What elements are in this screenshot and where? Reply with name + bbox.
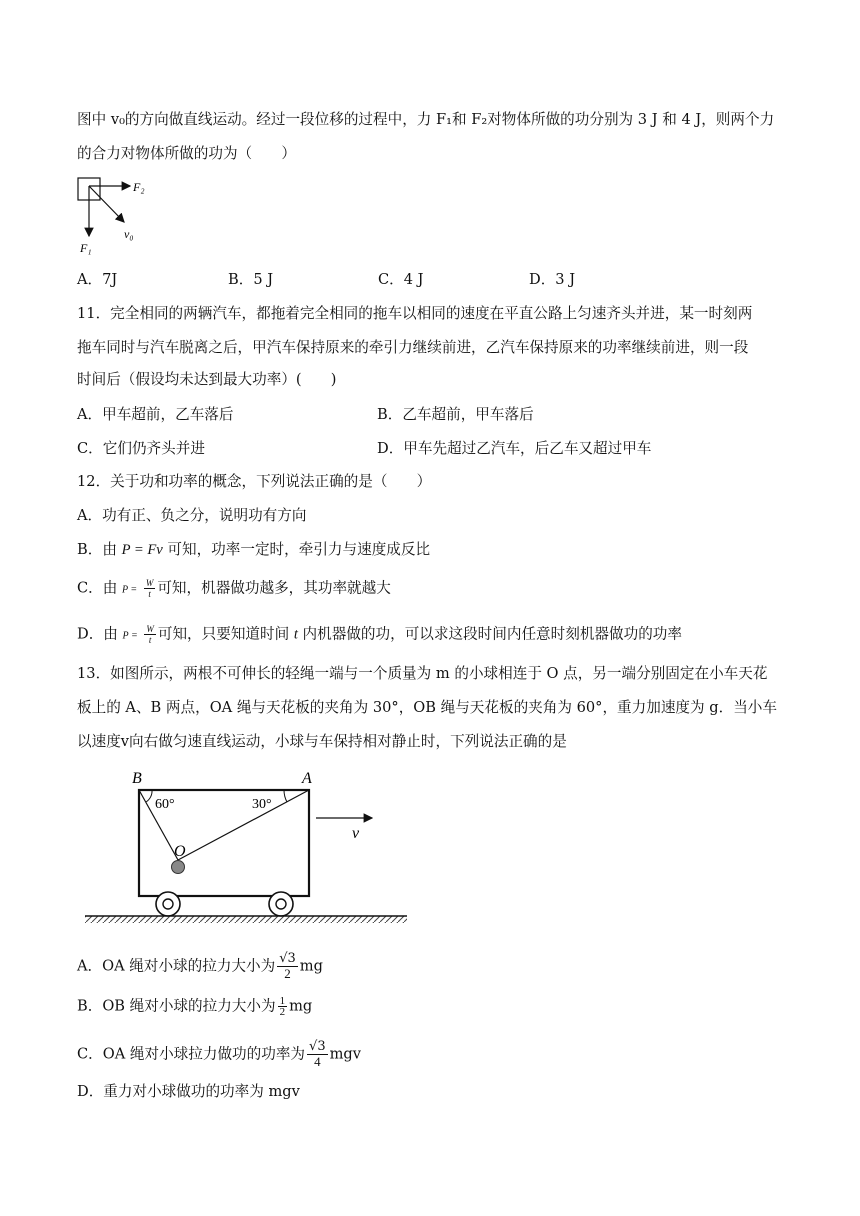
q10-option-c: C．4 J [378,271,424,288]
q12-option-c [77,578,391,601]
q12-d-t: t [293,626,298,643]
f2-label: F₂ [133,180,145,194]
v0-arrow [89,186,124,222]
q12-d-text1: 可知，只要知道时间 [157,625,294,643]
q12-b-prefix: B．由 [77,541,122,558]
wheel-right [269,892,293,916]
q12-d-fraction [144,624,156,645]
q13-c-fraction [307,1040,328,1069]
q10-option-d: D．3 J [529,271,576,288]
q12-stem: 12．关于功和功率的概念，下列说法正确的是（ ） [77,473,432,490]
q13-c-prefix: C．OA 绳对小球拉力做功的功率为 [77,1045,306,1063]
q13-c-unit: mgv [329,1045,362,1063]
q13-a-denominator: 2 [284,966,291,981]
q11-option-a: A．甲车超前，乙车落后 [77,406,234,423]
q12-c-numerator: W [145,578,154,588]
q13-option-c [77,1040,361,1069]
angle-arc-a [284,790,287,802]
rope-oa [178,790,309,860]
q11-option-b: B．乙车超前，甲车落后 [377,406,534,423]
q12-b-text: 可知，功率一定时，牵引力与速度成反比 [162,541,431,558]
q12-c-denominator: t [148,589,151,599]
ball [172,861,185,874]
q13-b-fraction [278,996,288,1017]
q13-b-unit: mg [289,997,313,1015]
q11-stem-line3: 时间后（假设均未达到最大功率）( ) [77,371,337,388]
f1-label: F₁ [80,241,92,255]
label-angle-30: 30° [252,797,272,812]
q13-a-numerator: √3 [279,951,296,966]
q13-stem-line2: 板上的 A、B 两点，OA 绳与天花板的夹角为 30°，OB 绳与天花板的夹角为 60°，重力加速度为 g．当小车 [77,699,777,716]
q10-stem-line1: 图中 v₀的方向做直线运动。经过一段位移的过程中，力 F₁和 F₂对物体所做的功分别为 3 J 和 4 J，则两个力 [77,111,775,128]
q13-stem-line1: 13．如图所示，两根不可伸长的轻绳一端与一个质量为 m 的小球相连于 O 点，另一端分别固定在小车天花 [77,665,768,682]
q12-c-fraction [144,578,156,599]
q13-option-d: D．重力对小球做功的功率为 mgv [77,1083,300,1100]
q13-c-denominator: 4 [314,1054,321,1069]
label-angle-60: 60° [155,797,175,812]
q13-a-unit: mg [299,957,323,975]
q13-cart-diagram [80,766,415,926]
label-o: O [174,843,186,860]
q11-option-c: C．它们仍齐头并进 [77,440,205,457]
q13-b-numerator: 1 [279,995,286,1007]
q11-stem-line1: 11．完全相同的两辆汽车，都拖着完全相同的拖车以相同的速度在平直公路上匀速齐头并进，某一时刻两 [77,305,753,322]
q12-d-numerator: W [146,624,154,634]
v0-label: v₀ [124,227,134,241]
q12-c-formula-lhs: P = [122,584,138,596]
q12-d-formula-lhs: P = [122,630,138,642]
q10-stem-line2: 的合力对物体所做的功为（ ） [77,145,296,162]
q12-d-prefix: D．由 [77,625,118,643]
q12-c-prefix: C．由 [77,579,118,597]
q12-option-b [77,540,430,560]
label-v: v [352,825,360,842]
q12-option-a: A．功有正、负之分，说明功有方向 [77,507,307,524]
q11-stem-line2: 拖车同时与汽车脱离之后，甲汽车保持原来的牵引力继续前进，乙汽车保持原来的功率继续前进，则一段 [77,339,749,356]
angle-arc-b [146,790,152,802]
q13-b-denominator: 2 [279,1006,286,1018]
q12-c-text: 可知，机器做功越多，其功率就越大 [157,579,391,597]
wheel-left [156,892,180,916]
label-a: A [302,770,312,787]
q10-option-b: B．5 J [228,271,274,288]
q13-option-a [77,952,323,981]
q12-d-text2: 内机器做的功，可以求这段时间内任意时刻机器做功的功率 [297,625,682,643]
q12-d-denominator: t [148,635,152,645]
label-b: B [132,770,142,787]
q13-option-b [77,996,312,1017]
q10-option-a: A．7J [77,271,118,288]
q11-option-d: D．甲车先超过乙汽车，后乙车又超过甲车 [377,440,652,457]
q13-stem-line3: 以速度v向右做匀速直线运动，小球与车保持相对静止时，下列说法正确的是 [77,733,567,750]
q13-c-numerator: √3 [309,1039,326,1054]
q13-a-fraction [277,952,298,981]
q13-a-prefix: A．OA 绳对小球的拉力大小为 [77,957,276,975]
q12-option-d [77,624,682,647]
ground-hatch [85,916,407,923]
q10-force-diagram [72,172,162,262]
q13-b-prefix: B．OB 绳对小球的拉力大小为 [77,997,276,1015]
q12-b-formula: P = Fv [121,542,163,558]
